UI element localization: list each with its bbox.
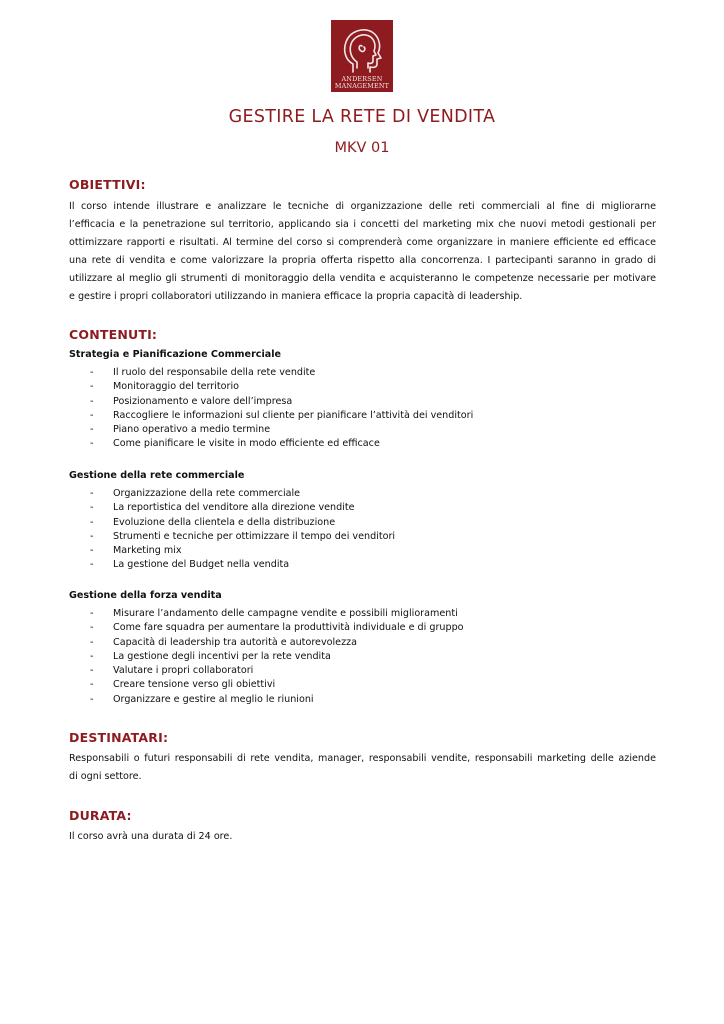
list-item (69, 409, 473, 423)
list-item-text: Piano operativo a medio termine (113, 424, 271, 436)
bullet-dash: - (90, 545, 94, 557)
list-item (69, 501, 395, 515)
logo-text-line1: ANDERSEN (341, 75, 383, 83)
paragraph-line: una rete di vendita e come valorizzare la propria offerta rispetto alla concorrenza. I partecipanti saranno in grado di (69, 255, 656, 266)
list-item (69, 693, 464, 707)
list-item (69, 395, 473, 409)
section-heading-obiettivi: OBIETTIVI: (69, 177, 146, 192)
list-item-text: Il ruolo del responsabile della rete vendite (113, 367, 316, 378)
destinatari-paragraph (69, 750, 656, 786)
bullet-dash: - (90, 530, 94, 542)
bullet-dash: - (90, 679, 94, 691)
list-item-text: Misurare l’andamento delle campagne vendite e possibili miglioramenti (113, 608, 458, 619)
bullet-dash: - (90, 608, 94, 619)
list-forza-vendita (69, 607, 464, 707)
list-item (69, 664, 464, 678)
list-strategia (69, 366, 473, 452)
subsection-title-forza-vendita: Gestione della forza vendita (69, 590, 222, 601)
list-item-text: Raccogliere le informazioni sul cliente per pianificare l’attività dei venditori (113, 409, 474, 421)
paragraph-line: ottimizzare rapporti e risultati. Al termine del corso si comprenderà come organizzare in maniere efficiente ed efficace (69, 237, 656, 248)
paragraph-line: Responsabili o futuri responsabili di rete vendita, manager, responsabili vendite, responsabili marketing delle aziende (69, 753, 656, 764)
list-item (69, 516, 395, 530)
paragraph-line: e gestire i propri collaboratori utilizzando in maniera efficace la propria capacità di leadership. (69, 291, 523, 302)
subsection-title-rete-commerciale: Gestione della rete commerciale (69, 470, 245, 481)
document-title: GESTIRE LA RETE DI VENDITA (228, 107, 496, 127)
bullet-dash: - (90, 516, 94, 528)
list-item (69, 366, 473, 380)
obiettivi-paragraph (69, 198, 656, 306)
list-item-text: Marketing mix (113, 545, 182, 557)
list-item (69, 650, 464, 664)
list-item-text: Strumenti e tecniche per ottimizzare il tempo dei venditori (113, 530, 396, 542)
company-logo (331, 20, 393, 92)
list-item (69, 558, 395, 572)
bullet-dash: - (90, 502, 94, 514)
bullet-dash: - (90, 381, 94, 393)
list-item (69, 544, 395, 558)
list-item-text: La gestione degli incentivi per la rete vendita (113, 650, 331, 662)
head-profile-icon (331, 20, 393, 78)
bullet-dash: - (90, 409, 94, 421)
list-item (69, 380, 473, 394)
bullet-dash: - (90, 650, 94, 662)
paragraph-line: l’efficacia e la penetrazione sul territorio, applicando sia i concetti del marketing mix che nuovi metodi gestionali per (69, 219, 656, 230)
logo-text-line2: MANAGEMENT (334, 82, 390, 90)
bullet-dash: - (90, 367, 94, 378)
list-item-text: Organizzazione della rete commerciale (113, 488, 301, 499)
bullet-dash: - (90, 636, 94, 648)
section-heading-contenuti: CONTENUTI: (69, 327, 158, 342)
paragraph-line: Il corso intende illustrare e analizzare le tecniche di organizzazione delle reti commerciali al fine di migliorarne (69, 201, 656, 212)
list-item-text: Capacità di leadership tra autorità e autorevolezza (113, 636, 358, 648)
list-item-text: Come pianificare le visite in modo efficiente ed efficace (113, 438, 380, 450)
list-item-text: Monitoraggio del territorio (113, 381, 239, 393)
list-item (69, 678, 464, 692)
durata-paragraph: Il corso avrà una durata di 24 ore. (69, 831, 233, 842)
subsection-title-strategia: Strategia e Pianificazione Commerciale (69, 349, 282, 360)
list-item (69, 437, 473, 451)
list-item-text: Creare tensione verso gli obiettivi (113, 679, 276, 691)
bullet-dash: - (90, 438, 94, 450)
list-item-text: Posizionamento e valore dell’impresa (113, 395, 293, 407)
list-item (69, 621, 464, 635)
paragraph-line: di ogni settore. (69, 771, 142, 782)
bullet-dash: - (90, 693, 94, 705)
list-item (69, 487, 395, 501)
list-item-text: Valutare i propri collaboratori (113, 665, 254, 677)
bullet-dash: - (90, 622, 94, 634)
paragraph-line: utilizzare al meglio gli strumenti di monitoraggio della vendita e acquisteranno le competenze necessarie per motivare (69, 273, 656, 284)
list-item (69, 636, 464, 650)
list-item-text: Evoluzione della clientela e della distribuzione (113, 516, 336, 528)
section-heading-destinatari: DESTINATARI: (69, 730, 169, 745)
course-code: MKV 01 (334, 140, 390, 156)
list-item-text: Come fare squadra per aumentare la produttività individuale e di gruppo (113, 622, 464, 634)
list-item (69, 423, 473, 437)
list-item-text: Organizzare e gestire al meglio le riunioni (113, 693, 314, 705)
list-item (69, 530, 395, 544)
bullet-dash: - (90, 395, 94, 407)
bullet-dash: - (90, 488, 94, 499)
list-item (69, 607, 464, 621)
bullet-dash: - (90, 424, 94, 436)
list-rete-commerciale (69, 487, 395, 573)
list-item-text: La gestione del Budget nella vendita (113, 559, 290, 571)
section-heading-durata: DURATA: (69, 808, 132, 823)
bullet-dash: - (90, 559, 94, 571)
bullet-dash: - (90, 665, 94, 677)
list-item-text: La reportistica del venditore alla direzione vendite (113, 502, 355, 514)
